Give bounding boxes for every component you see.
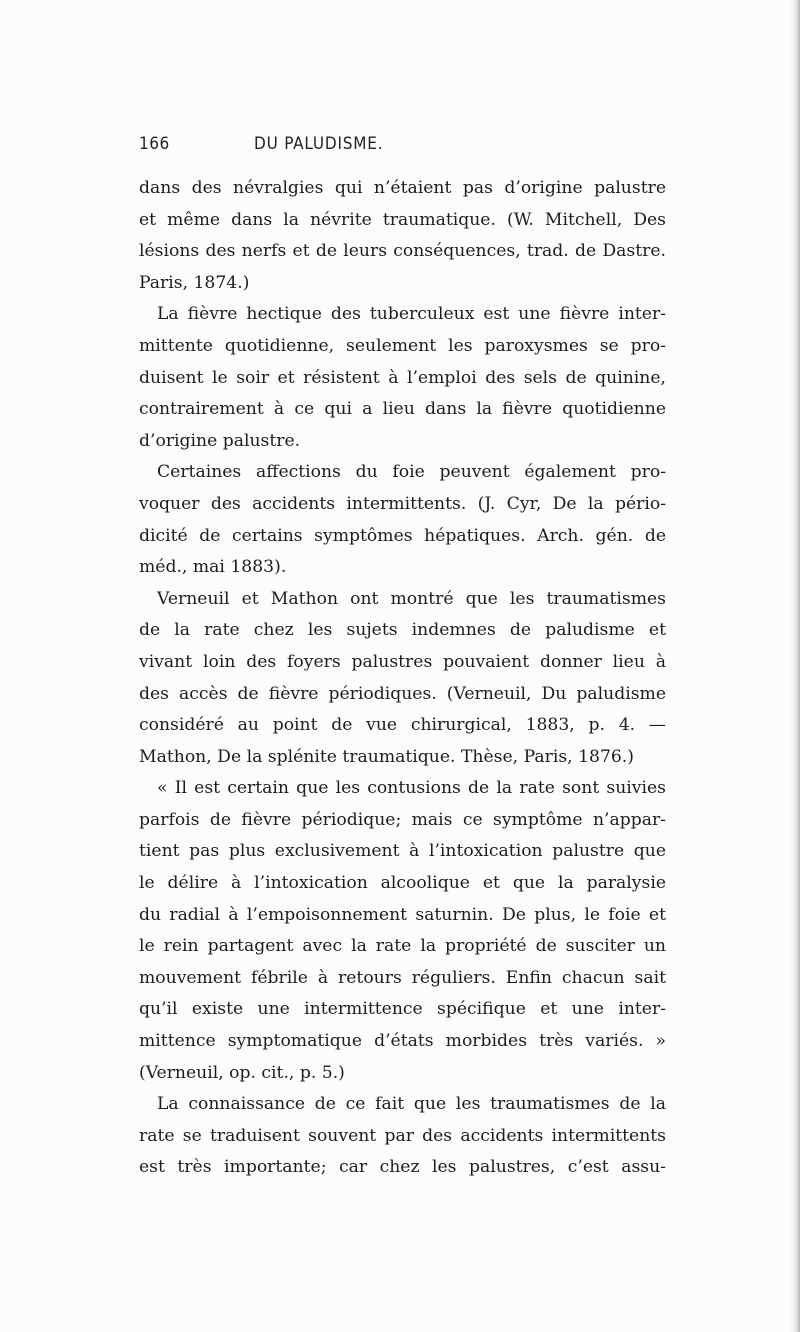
text-line: mouvement fébrile à retours réguliers. Enfin chacun sait (139, 967, 666, 988)
text-line: du radial à l’empoisonnement saturnin. De plus, le foie et (139, 904, 666, 925)
text-line: Verneuil et Mathon ont montré que les traumatismes (157, 588, 666, 609)
page-number: 166 (139, 134, 170, 154)
text-line: dans des névralgies qui n’étaient pas d’origine palustre (139, 178, 666, 198)
text-line: tient pas plus exclusivement à l’intoxication palustre que (139, 841, 666, 862)
text-line: Certaines affections du foie peuvent également pro- (157, 462, 666, 483)
text-line: Paris, 1874.) (139, 272, 250, 293)
text-line: d’origine palustre. (139, 430, 301, 451)
text-line: Mathon, De la splénite traumatique. Thèse, Paris, 1876.) (139, 746, 634, 767)
text-line: rate se traduisent souvent par des accidents intermittents (139, 1125, 666, 1146)
text-line: des accès de fièvre périodiques. (Verneuil, Du paludisme (139, 683, 666, 704)
text-line: et même dans la névrite traumatique. (W. Mitchell, Des (139, 209, 666, 230)
text-line: lésions des nerfs et de leurs conséquences, trad. de Dastre. (139, 241, 666, 262)
text-line: (Verneuil, op. cit., p. 5.) (139, 1062, 345, 1083)
text-line: vivant loin des foyers palustres pouvaient donner lieu à (139, 651, 666, 672)
text-line: mittence symptomatique d’états morbides très variés. » (139, 1031, 666, 1052)
running-header (139, 134, 659, 158)
body-text (139, 173, 666, 1184)
text-line: voquer des accidents intermittents. (J. Cyr, De la pério- (139, 493, 666, 514)
text-line: parfois de fièvre périodique; mais ce symptôme n’appar- (139, 809, 666, 830)
text-line: qu’il existe une intermittence spécifique et une inter- (139, 999, 666, 1020)
text-line: le rein partagent avec la rate la propriété de susciter un (139, 936, 666, 957)
running-title: DU PALUDISME. (254, 134, 384, 154)
text-line: dicité de certains symptômes hépatiques. Arch. gén. de (139, 525, 666, 546)
text-line: La fièvre hectique des tuberculeux est une fièvre inter- (157, 304, 666, 325)
text-line: « Il est certain que les contusions de la rate sont suivies (157, 778, 666, 799)
text-line: de la rate chez les sujets indemnes de paludisme et (139, 620, 666, 641)
text-line: contrairement à ce qui a lieu dans la fièvre quotidienne (139, 399, 666, 420)
text-line: considéré au point de vue chirurgical, 1883, p. 4. — (139, 715, 666, 736)
text-line: La connaissance de ce fait que les traumatismes de la (157, 1094, 666, 1115)
text-line: méd., mai 1883). (139, 557, 287, 578)
text-line: duisent le soir et résistent à l’emploi des sels de quinine, (139, 367, 666, 388)
text-line: mittente quotidienne, seulement les paroxysmes se pro- (139, 335, 666, 356)
page-edge-shadow (790, 0, 800, 1332)
text-line: est très importante; car chez les palustres, c’est assu- (139, 1157, 666, 1178)
text-line: le délire à l’intoxication alcoolique et que la paralysie (139, 873, 666, 894)
